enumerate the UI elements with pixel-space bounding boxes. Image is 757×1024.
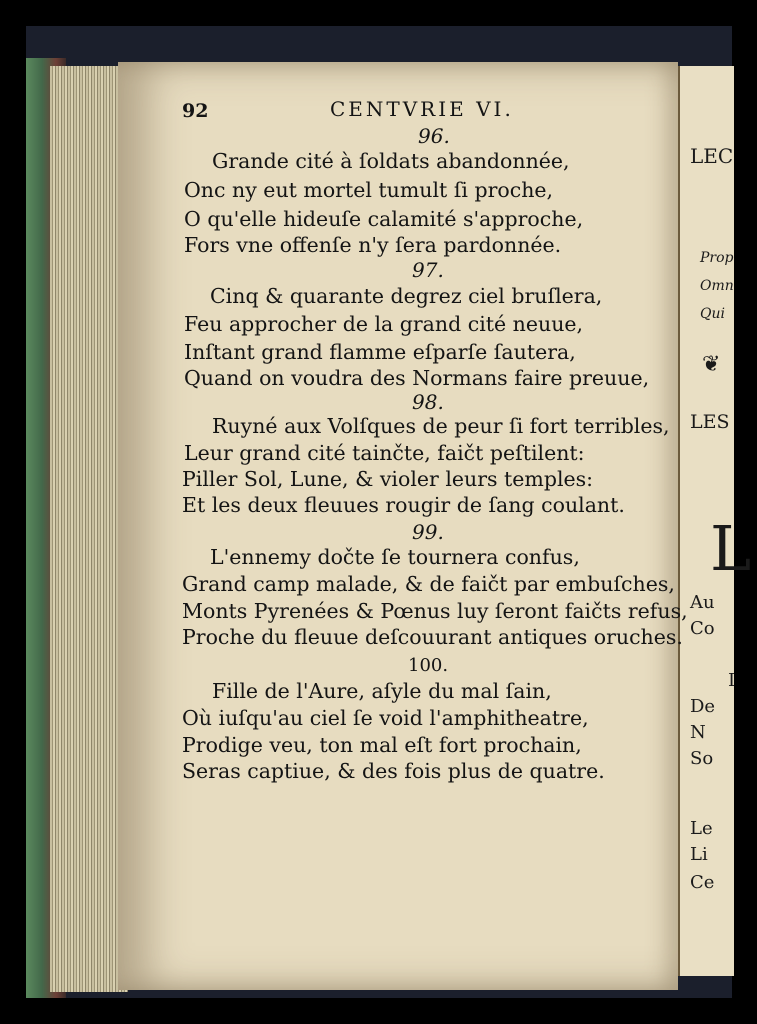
right-fragment: LES: [690, 411, 730, 433]
verse-line: O qu'elle hideuſe calamité s'approche,: [184, 207, 584, 231]
quatrain-number: 100.: [408, 655, 449, 676]
verse-line: Onc ny eut mortel tumult ſi proche,: [184, 178, 554, 202]
quatrain-number: 97.: [412, 258, 444, 282]
right-fragment: Li: [690, 844, 708, 865]
verse-line: Et les deux fleuues rougir de ſang coulant.: [182, 493, 625, 517]
verse-line: Piller Sol, Lune, & violer leurs temples:: [182, 467, 594, 491]
verse-line: Leur grand cité tainčte, faičt peſtilent:: [184, 441, 585, 465]
running-header: CENTVRIE VI.: [330, 97, 514, 121]
right-fragment: Omn: [700, 278, 734, 294]
quatrain-number: 96.: [418, 124, 450, 148]
verse-line: Grande cité à ſoldats abandonnée,: [212, 149, 570, 173]
verse-line: Fors vne offenſe n'y ſera pardonnée.: [184, 233, 562, 257]
verse-line: Quand on voudra des Normans faire preuue,: [184, 366, 650, 390]
verse-line: L'ennemy dočte ſe tournera confus,: [210, 545, 580, 569]
right-fragment: N: [690, 722, 706, 743]
verse-line: Ruyné aux Volſques de peur ſi fort terribles,: [212, 414, 670, 438]
verse-line: Grand camp malade, & de faičt par embuſches,: [182, 572, 675, 596]
right-fragment: So: [690, 748, 714, 769]
right-fragment: Qui: [700, 306, 725, 322]
verse-line: Monts Pyrenées & Pœnus luy ſeront faičts refus,: [182, 599, 688, 623]
page-edges: [50, 66, 128, 992]
verse-line: Cinq & quarante degrez ciel bruſlera,: [210, 284, 603, 308]
verse-line: Inſtant grand flamme eſparſe ſautera,: [184, 340, 576, 364]
right-fragment: LEC: [690, 144, 734, 168]
right-fragment: Prop: [700, 250, 734, 266]
verse-line: Prodige veu, ton mal eſt fort prochain,: [182, 733, 582, 757]
drop-capital: L: [710, 512, 752, 585]
verse-line: Seras captiue, & des fois plus de quatre.: [182, 759, 605, 783]
right-fragment: De: [690, 696, 716, 717]
right-fragment: I: [728, 670, 736, 691]
fleuron-ornament: ❦: [702, 352, 721, 377]
right-page: [678, 66, 752, 976]
verse-line: Où iuſqu'au ciel ſe void l'amphitheatre,: [182, 706, 589, 730]
verse-line: Feu approcher de la grand cité neuue,: [184, 312, 584, 336]
right-fragment: Ce: [690, 872, 715, 893]
right-fragment: Le: [690, 818, 713, 839]
verse-line: Proche du fleuue deſcouurant antiques oruches.: [182, 625, 683, 649]
page-number: 92: [182, 100, 209, 122]
quatrain-number: 99.: [412, 520, 444, 544]
right-fragment: Co: [690, 618, 715, 639]
verse-line: Fille de l'Aure, aſyle du mal ſain,: [212, 679, 552, 703]
right-fragment: Au: [690, 592, 715, 613]
quatrain-number: 98.: [412, 390, 444, 414]
